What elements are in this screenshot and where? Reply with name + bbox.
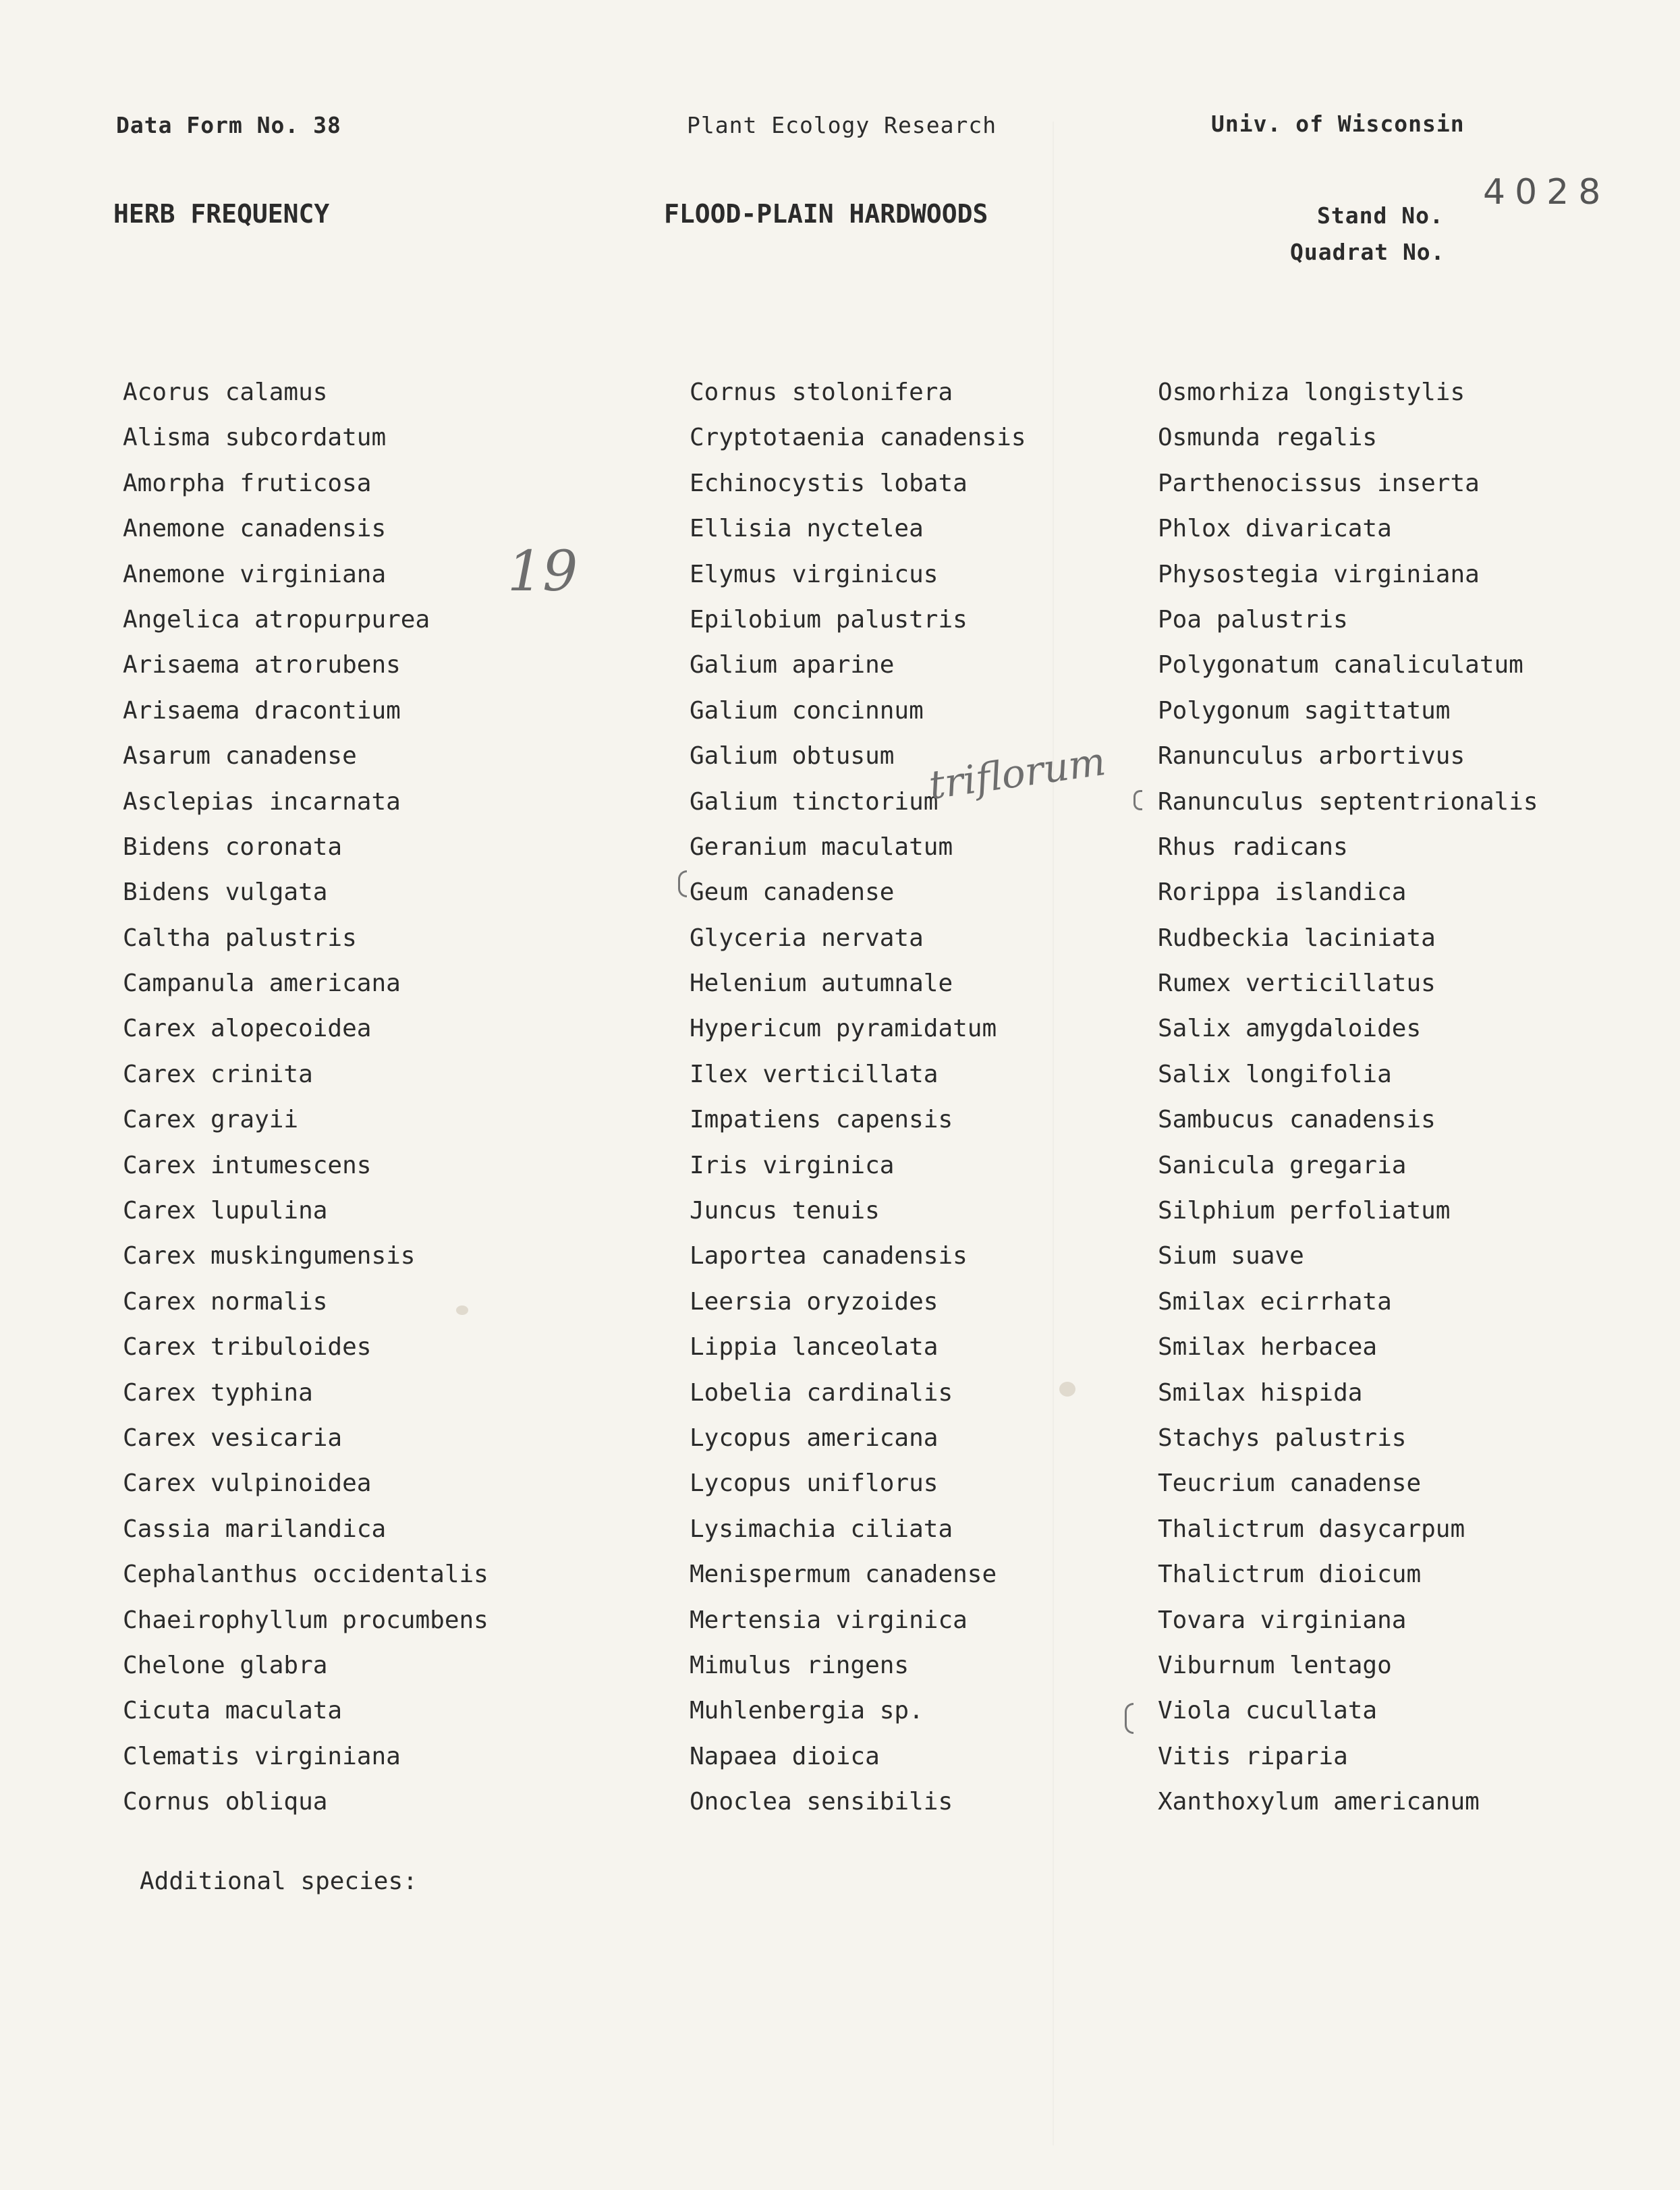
species-name: Carex intumescens (123, 1151, 372, 1179)
species-column-1 (123, 370, 488, 1825)
species-name: Ilex verticillata (690, 1060, 939, 1088)
species-name: Cornus stolonifera (690, 378, 953, 406)
species-name: Epilobium palustris (690, 605, 968, 634)
species-name: Viola cucullata (1158, 1697, 1378, 1725)
paper-stain (1059, 1382, 1075, 1397)
species-name: Anemone virginiana (123, 560, 387, 588)
species-name: Asclepias incarnata (123, 787, 401, 816)
species-name: Cassia marilandica (123, 1515, 387, 1543)
handwritten-check-mark (1133, 790, 1142, 810)
species-name: Parthenocissus inserta (1158, 469, 1480, 497)
stand-number: 4028 (1483, 172, 1611, 213)
species-name: Bidens vulgata (123, 878, 328, 907)
species-name: Carex vulpinoidea (123, 1469, 372, 1498)
species-name: Mimulus ringens (690, 1651, 909, 1679)
species-name: Carex vesicaria (123, 1424, 343, 1452)
species-name: Asarum canadense (123, 742, 357, 770)
handwritten-annotation: triflorum (926, 738, 1109, 808)
species-column-2 (690, 370, 1026, 1825)
species-name: Cicuta maculata (123, 1697, 343, 1725)
species-name: Sanicula gregaria (1158, 1151, 1407, 1179)
species-name: Galium aparine (690, 651, 895, 679)
species-name: Smilax ecirrhata (1158, 1287, 1392, 1316)
species-name: Lycopus uniflorus (690, 1469, 939, 1498)
species-name: Thalictrum dioicum (1158, 1561, 1422, 1589)
university-name: Univ. of Wisconsin (1211, 111, 1465, 137)
species-name: Polygonatum canaliculatum (1158, 651, 1523, 679)
species-name: Phlox divaricata (1158, 515, 1392, 543)
habitat-title: FLOOD-PLAIN HARDWOODS (664, 199, 988, 229)
species-name: Cryptotaenia canadensis (690, 424, 1026, 452)
species-name: Carex normalis (123, 1287, 328, 1316)
species-name: Salix longifolia (1158, 1060, 1392, 1088)
species-name: Vitis riparia (1158, 1742, 1348, 1770)
species-name: Glyceria nervata (690, 924, 924, 952)
species-name: Osmunda regalis (1158, 424, 1378, 452)
species-name: Mertensia virginica (690, 1606, 968, 1634)
species-name: Xanthoxylum americanum (1158, 1788, 1480, 1816)
species-name: Silphium perfoliatum (1158, 1197, 1451, 1225)
handwritten-check-mark (678, 870, 687, 897)
paper-fold-line (1053, 121, 1054, 2145)
species-name: Helenium autumnale (690, 970, 953, 998)
species-name: Smilax herbacea (1158, 1333, 1378, 1361)
species-name: Carex muskingumensis (123, 1242, 416, 1270)
species-name: Napaea dioica (690, 1742, 880, 1770)
species-name: Rorippa islandica (1158, 878, 1407, 907)
species-name: Cephalanthus occidentalis (123, 1561, 488, 1589)
species-name: Carex grayii (123, 1106, 299, 1134)
species-name: Laportea canadensis (690, 1242, 968, 1270)
species-name: Rhus radicans (1158, 833, 1348, 861)
species-name: Iris virginica (690, 1151, 895, 1179)
species-name: Poa palustris (1158, 605, 1348, 634)
species-name: Ranunculus arbortivus (1158, 742, 1465, 770)
species-name: Juncus tenuis (690, 1197, 880, 1225)
species-name: Carex lupulina (123, 1197, 328, 1225)
quadrat-label: Quadrat No. (1290, 239, 1445, 265)
species-name: Sium suave (1158, 1242, 1304, 1270)
species-name: Osmorhiza longistylis (1158, 378, 1465, 406)
species-name: Carex crinita (123, 1060, 313, 1088)
species-name: Ellisia nyctelea (690, 515, 924, 543)
species-name: Alisma subcordatum (123, 424, 387, 452)
species-name: Geranium maculatum (690, 833, 953, 861)
species-name: Lycopus americana (690, 1424, 939, 1452)
species-name: Chaeirophyllum procumbens (123, 1606, 488, 1634)
species-name: Angelica atropurpurea (123, 605, 430, 634)
species-name: Elymus virginicus (690, 560, 939, 588)
additional-species-label: Additional species: (140, 1868, 418, 1895)
species-name: Impatiens capensis (690, 1106, 953, 1134)
species-name: Chelone glabra (123, 1651, 328, 1679)
species-name: Galium tinctorium (690, 787, 939, 816)
form-title: HERB FREQUENCY (113, 199, 330, 229)
species-name: Arisaema dracontium (123, 696, 401, 725)
species-name: Salix amygdaloides (1158, 1015, 1422, 1043)
species-name: Polygonum sagittatum (1158, 696, 1451, 725)
species-name: Campanula americana (123, 970, 401, 998)
species-name: Caltha palustris (123, 924, 357, 952)
species-name: Lobelia cardinalis (690, 1378, 953, 1407)
stand-label: Stand No. (1317, 202, 1444, 229)
species-name: Clematis virginiana (123, 1742, 401, 1770)
species-name: Acorus calamus (123, 378, 328, 406)
species-name: Sambucus canadensis (1158, 1106, 1436, 1134)
species-name: Galium concinnum (690, 696, 924, 725)
species-name: Carex alopecoidea (123, 1015, 372, 1043)
species-name: Lysimachia ciliata (690, 1515, 953, 1543)
species-name: Onoclea sensibilis (690, 1788, 953, 1816)
handwritten-count: 19 (507, 540, 578, 604)
species-name: Rudbeckia laciniata (1158, 924, 1436, 952)
species-name: Thalictrum dasycarpum (1158, 1515, 1465, 1543)
species-name: Bidens coronata (123, 833, 343, 861)
species-name: Cornus obliqua (123, 1788, 328, 1816)
research-title: Plant Ecology Research (687, 112, 997, 138)
species-name: Tovara virginiana (1158, 1606, 1407, 1634)
species-name: Stachys palustris (1158, 1424, 1407, 1452)
species-name: Echinocystis lobata (690, 469, 968, 497)
species-column-3 (1158, 370, 1538, 1825)
species-name: Viburnum lentago (1158, 1651, 1392, 1679)
species-name: Hypericum pyramidatum (690, 1015, 997, 1043)
species-name: Lippia lanceolata (690, 1333, 939, 1361)
handwritten-check-mark (1125, 1703, 1133, 1734)
species-name: Arisaema atrorubens (123, 651, 401, 679)
species-name: Leersia oryzoides (690, 1287, 939, 1316)
species-name: Anemone canadensis (123, 515, 387, 543)
species-name: Muhlenbergia sp. (690, 1697, 924, 1725)
species-name: Geum canadense (690, 878, 895, 907)
species-name: Smilax hispida (1158, 1378, 1363, 1407)
species-name: Rumex verticillatus (1158, 970, 1436, 998)
species-name: Galium obtusum (690, 742, 895, 770)
form-number: Data Form No. 38 (116, 112, 341, 138)
species-name: Physostegia virginiana (1158, 560, 1480, 588)
species-name: Carex tribuloides (123, 1333, 372, 1361)
species-name: Carex typhina (123, 1378, 313, 1407)
species-name: Teucrium canadense (1158, 1469, 1422, 1498)
species-name: Menispermum canadense (690, 1561, 997, 1589)
species-name: Ranunculus septentrionalis (1158, 787, 1538, 816)
species-name: Amorpha fruticosa (123, 469, 372, 497)
